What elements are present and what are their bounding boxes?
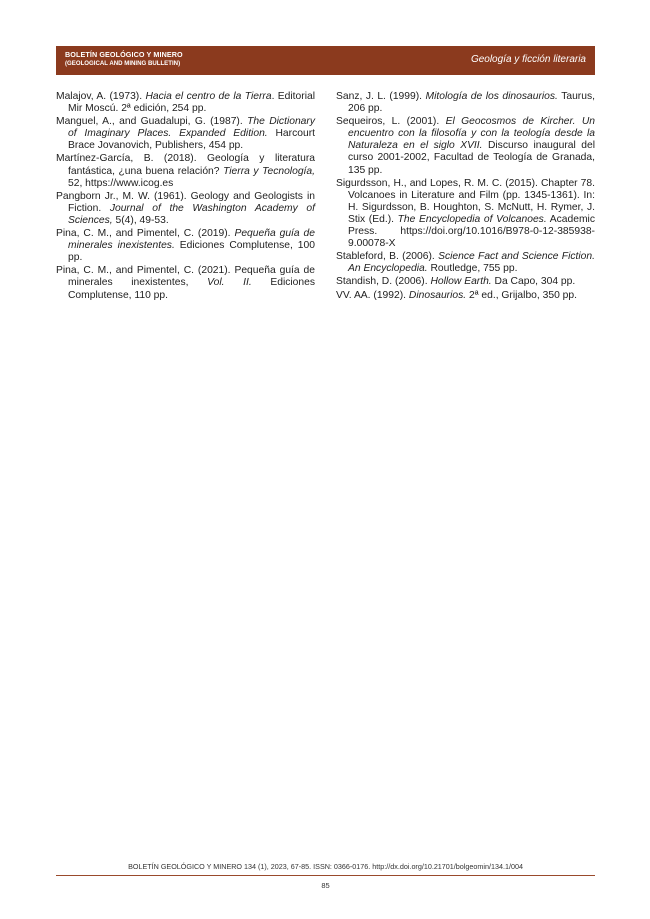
reference-entry: Stableford, B. (2006). Science Fact and Science Fiction. An Encyclopedia. Routledge, 755 pp. — [336, 251, 595, 275]
journal-header-banner — [56, 46, 595, 75]
reference-entry: Sequeiros, L. (2001). El Geocosmos de Kircher. Un encuentro con la filosofía y con la teología desde la Naturaleza en el siglo XVII. Discurso inaugural del curso 2001-2002, Facultad de Teología de Granada, 135 pp. — [336, 116, 595, 176]
reference-entry: Pina, C. M., and Pimentel, C. (2021). Pequeña guía de minerales inexistentes, Vol. II. Ediciones Complutense, 110 pp. — [56, 265, 315, 301]
footer-citation: BOLETÍN GEOLÓGICO Y MINERO 134 (1), 2023, 67-85. ISSN: 0366-0176. http://dx.doi.org/10.21701/bolgeomin/134.1/004 — [128, 862, 523, 871]
footer-divider — [56, 875, 595, 876]
page-number: 85 — [321, 881, 330, 890]
journal-name: BOLETÍN GEOLÓGICO Y MINERO — [65, 50, 183, 59]
section-title: Geología y ficción literaria — [470, 54, 586, 65]
reference-entry: Sanz, J. L. (1999). Mitología de los dinosaurios. Taurus, 206 pp. — [336, 91, 595, 115]
reference-entry: Pina, C. M., and Pimentel, C. (2019). Pequeña guía de minerales inexistentes. Ediciones Complutense, 100 pp. — [56, 228, 315, 264]
reference-entry: Pangborn Jr., M. W. (1961). Geology and Geologists in Fiction. Journal of the Washington Academy of Sciences, 5(4), 49-53. — [56, 190, 315, 226]
journal-name-block — [65, 50, 183, 68]
journal-name-english: (GEOLOGICAL AND MINING BULLETIN) — [65, 60, 181, 67]
reference-entry: Malajov, A. (1973). Hacia el centro de la Tierra. Editorial Mir Moscú. 2ª edición, 254 pp. — [56, 91, 315, 115]
references-right-column — [336, 91, 595, 303]
reference-entry: VV. AA. (1992). Dinosaurios. 2ª ed., Grijalbo, 350 pp. — [336, 289, 577, 301]
reference-entry: Martínez-García, B. (2018). Geología y literatura fantástica, ¿una buena relación? Tierra y Tecnología, 52, https://www.icog.es — [56, 153, 315, 189]
reference-entry: Standish, D. (2006). Hollow Earth. Da Capo, 304 pp. — [336, 276, 576, 288]
reference-entry: Manguel, A., and Guadalupi, G. (1987). The Dictionary of Imaginary Places. Expanded Edition. Harcourt Brace Jovanovich, Publishers, 454 pp. — [56, 116, 315, 152]
references-left-column — [56, 91, 315, 303]
reference-entry: Sigurdsson, H., and Lopes, R. M. C. (2015). Chapter 78. Volcanoes in Literature and Film (pp. 1345-1361). In: H. Sigurdsson, B. Houghton, S. McNutt, H. Rymer, J. Stix (Ed.). The Encyclopedia of Volcanoes. Academic Press. https://doi.org/10.1016/B978-0-12-385938-9.00078-X — [336, 177, 595, 250]
